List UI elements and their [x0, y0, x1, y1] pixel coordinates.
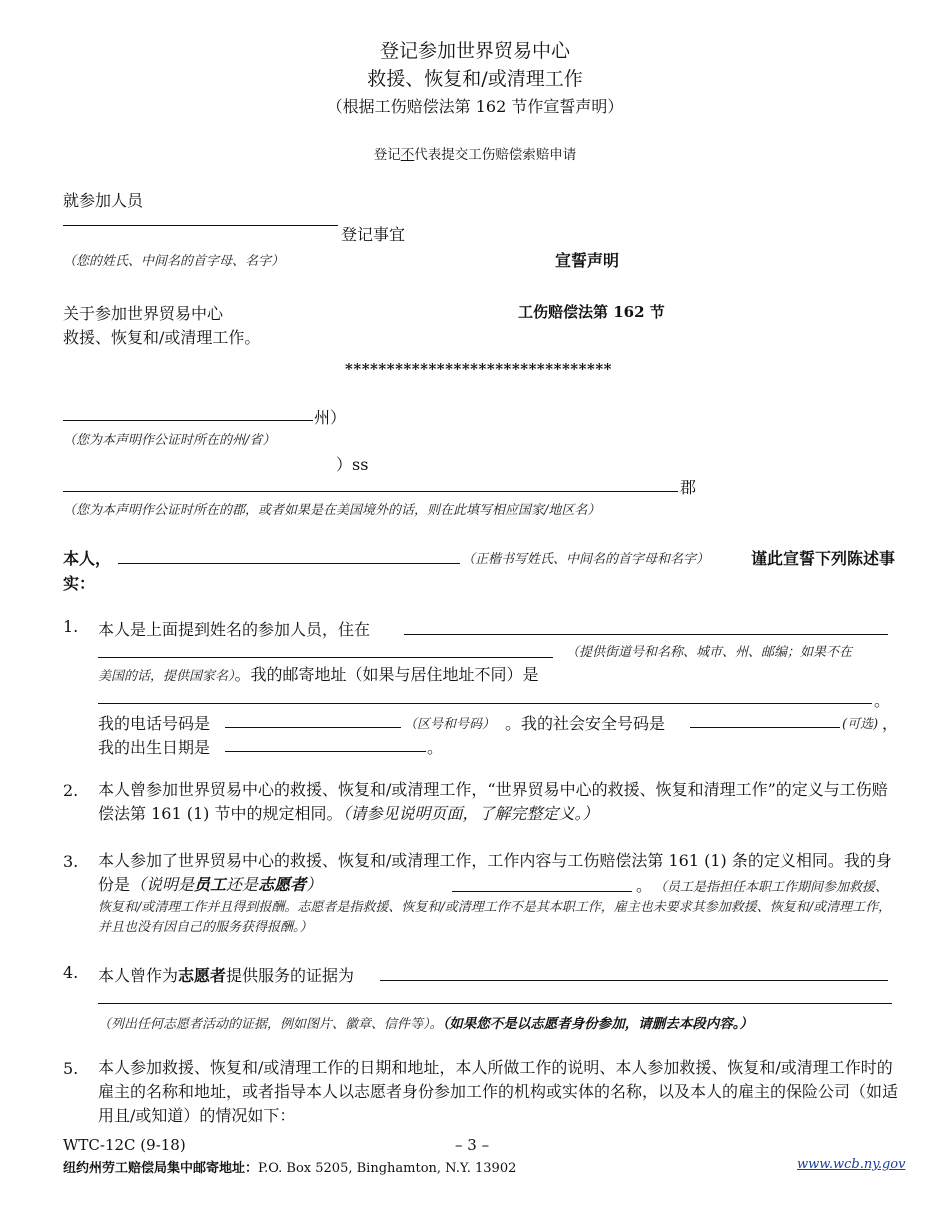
item3-body: 本人参加了世界贸易中心的救援、恢复和/或清理工作，工作内容与工伤赔偿法第 161 (1) 条的定义相同。我的身份是 [98, 851, 892, 894]
form-title-line2: 救援、恢复和/或清理工作 [367, 68, 583, 90]
ssn-field[interactable] [690, 727, 840, 728]
item3-explain: （员工是指担任本职工作期间参加救援、恢复和/或清理工作并且得到报酬。志愿者是指救援、恢复和/或清理工作不是其本职工作，雇主也未要求其参加救援、恢复和/或清理工作，并且也没有因自己的服务获得报酬。） [98, 880, 892, 935]
dob-label: 我的出生日期是 [98, 738, 211, 757]
footer-address-text: P.O. Box 5205, Binghamton, N.Y. 13902 [258, 1161, 517, 1176]
stars-divider: ******************************** [345, 360, 613, 378]
mailing-address-field[interactable] [98, 703, 872, 704]
name-hint: （您的姓氏、中间名的首字母、名字） [63, 254, 285, 269]
item1-number: 1. [63, 617, 79, 636]
item4-lead-post: 提供服务的证据为 [226, 966, 355, 985]
affidavit-title: 宣誓声明 [555, 251, 620, 270]
phone-field[interactable] [225, 727, 401, 728]
item3-hint-post: ） [306, 875, 323, 894]
item1-mailing-label: 。我的邮寄地址（如果与居住地址不同）是 [234, 665, 539, 684]
oath-suffix: 谨此宣誓下列陈述事 [751, 549, 896, 568]
volunteer-evidence-field-2[interactable] [98, 1003, 892, 1004]
phone-hint: （区号和号码） [404, 717, 496, 732]
participant-label: 就参加人员 [63, 191, 144, 210]
footer-address-label: 纽约州劳工赔偿局集中邮寄地址： [63, 1161, 259, 1176]
footer-address [63, 1157, 516, 1176]
form-id: WTC-12C (9-18) [63, 1136, 186, 1154]
residence-address-field-2[interactable] [98, 657, 553, 658]
state-field[interactable] [63, 420, 313, 421]
dob-field[interactable] [225, 751, 426, 752]
form-title-line3: （根据工伤赔偿法第 162 节作宣誓声明） [326, 97, 624, 116]
item3-hint-mid: 还是 [226, 875, 259, 894]
county-field[interactable] [63, 491, 678, 492]
item1-hint2-line [98, 662, 539, 685]
item1-hint1: （提供街道号和名称、城市、州、邮编；如果不在 [566, 645, 853, 660]
notice-post: 代表提交工伤赔偿索赔申请 [414, 147, 577, 163]
item1-mailing-period: 。 [874, 691, 891, 710]
item4-hint: （列出任何志愿者活动的证据，例如图片、徽章、信件等）。 [98, 1017, 443, 1032]
item4-note: （如果您不是以志愿者身份参加，请删去本段内容。） [442, 1016, 754, 1032]
item2-number: 2. [63, 781, 79, 800]
notice-emphasis: 不 [400, 147, 415, 163]
form-title-line1: 登记参加世界贸易中心 [379, 40, 570, 62]
item4-hint-line [98, 1012, 753, 1032]
item5-number: 5. [63, 1059, 79, 1078]
item1-lead: 本人是上面提到姓名的参加人员，住在 [98, 620, 371, 639]
page-number: – 3 – [455, 1136, 490, 1154]
item2-body: 本人曾参加世界贸易中心的救援、恢复和/或清理工作，“世界贸易中心的救援、恢复和清理工作”的定义与工伤赔偿法第 161 (1) 节中的规定相同。 [98, 780, 888, 823]
oath-prefix: 本人， [63, 549, 112, 568]
volunteer-evidence-field[interactable] [380, 980, 888, 981]
county-hint: （您为本声明作公证时所在的郡，或者如果是在美国境外的话，则在此填写相应国家/地区名） [63, 503, 601, 518]
item5-text: 本人参加救援、恢复和/或清理工作的日期和地址，本人所做工作的说明、本人参加救援、恢复和/或清理工作时的雇主的名称和地址，或者指导本人以志愿者身份参加工作的机构或实体的名称，以及本人的雇主的保险公司（如适用且/或知道）的情况如下： [98, 1058, 899, 1125]
item3-hint-pre: （说明是 [130, 875, 195, 894]
item2-hint: （请参见说明页面，了解完整定义。） [342, 804, 599, 823]
notice-pre: 登记 [373, 147, 401, 163]
item3-number: 3. [63, 852, 79, 871]
item2-text [98, 778, 898, 826]
item3-period: 。 [636, 876, 653, 895]
regarding-line2: 救援、恢复和/或清理工作。 [63, 328, 261, 347]
registration-notice [0, 143, 950, 163]
section-label: 工伤赔偿法第 162 节 [518, 303, 665, 321]
item3-volunteer: 志愿者 [258, 875, 307, 894]
oath-suffix-2: 实： [63, 574, 96, 593]
regarding-line1: 关于参加世界贸易中心 [63, 304, 224, 323]
item4-number: 4. [63, 963, 79, 982]
county-suffix: 郡 [680, 478, 697, 497]
state-suffix: 州） [314, 408, 347, 427]
registration-label: 登记事宜 [341, 225, 406, 244]
phone-label: 我的电话号码是 [98, 714, 211, 733]
ssn-label: 。我的社会安全号码是 [505, 714, 666, 733]
item1-hint2: 美国的话，提供国家名） [98, 669, 235, 684]
participant-name-field[interactable] [63, 225, 338, 226]
state-hint: （您为本声明作公证时所在的州/省） [63, 433, 276, 448]
website-link[interactable]: www.wcb.ny.gov [797, 1157, 906, 1172]
ss-mark: ）ss [336, 455, 369, 474]
item4-lead-pre: 本人曾作为 [98, 966, 179, 985]
oath-hint: （正楷书写姓氏、中间名的首字母和名字） [462, 552, 710, 567]
dob-period: 。 [427, 738, 444, 757]
item4-lead [98, 963, 354, 986]
item4-lead-bold: 志愿者 [178, 966, 227, 985]
item3-employee: 员工 [194, 875, 227, 894]
affiant-name-field[interactable] [118, 563, 460, 564]
residence-address-field[interactable] [404, 634, 888, 635]
ssn-optional-hint: (可选) [842, 717, 879, 732]
ssn-comma: ， [882, 714, 899, 733]
